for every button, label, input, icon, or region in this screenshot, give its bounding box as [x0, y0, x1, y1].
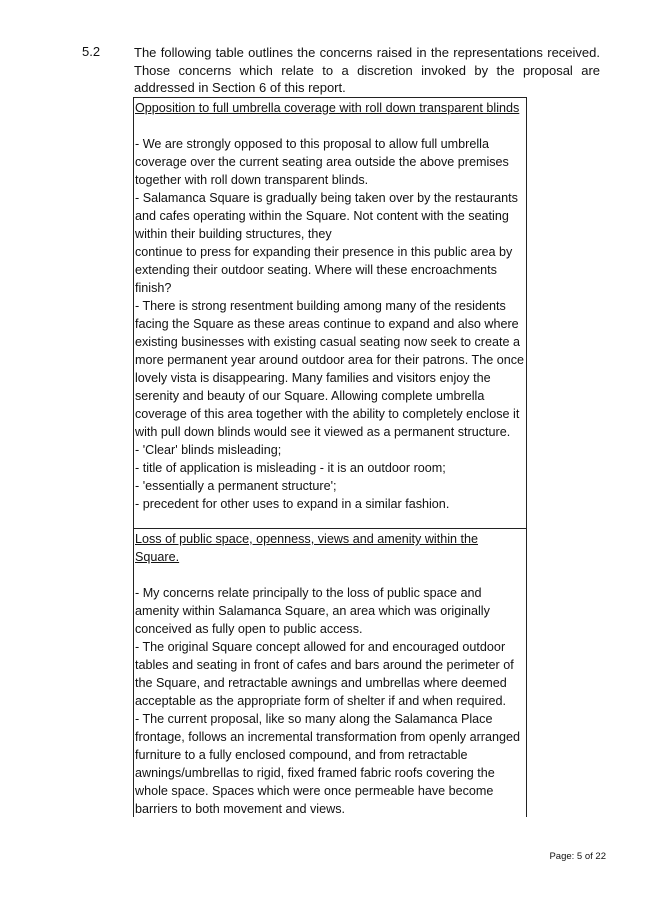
row-paragraph: - Salamanca Square is gradually being taken over by the restaurants and cafes operating within the Square. Not content with the seating within their building structures, they [135, 191, 518, 241]
table-row [134, 530, 526, 818]
section-number: 5.2 [82, 44, 101, 59]
row-paragraph: - 'essentially a permanent structure'; [135, 479, 337, 493]
page-number: Page: 5 of 22 [549, 851, 606, 862]
row-paragraph: - The original Square concept allowed for and encouraged outdoor tables and seating in front of cafes and bars around the perimeter of the Square, and retractable awnings and umbrellas where deemed acceptable as the appropriate form of shelter if and when required. [135, 640, 514, 708]
row-paragraph: - There is strong resentment building among many of the residents facing the Square as these areas continue to expand and also where existing businesses with existing casual seating now seek to create a more permanent year around outdoor area for their patrons. The once lovely vista is disappearing. Many families and visitors enjoy the serenity and beauty of our Square. Allowing complete umbrella coverage of this area together with the ability to completely enclose it with pull down blinds would see it viewed as a permanent structure. [135, 299, 525, 439]
row-paragraph: continue to press for expanding their presence in this public area by extending their outdoor seating. Where will these encroachments finish? [135, 245, 513, 295]
row-heading: Opposition to full umbrella coverage with roll down transparent blinds [135, 101, 520, 115]
row-paragraph: - My concerns relate principally to the loss of public space and amenity within Salamanca Square, an area which was originally conceived as fully open to public access. [135, 586, 490, 636]
row-heading: Loss of public space, openness, views and amenity within the Square. [135, 532, 479, 564]
row-paragraph: - 'Clear' blinds misleading; [135, 443, 282, 457]
section-intro: The following table outlines the concerns raised in the representations received. Those concerns which relate to a discretion invoked by the proposal are addressed in Section 6 of this report. [134, 45, 600, 95]
table-row [134, 99, 526, 529]
row-paragraph: - precedent for other uses to expand in a similar fashion. [135, 497, 450, 511]
row-paragraph: - We are strongly opposed to this proposal to allow full umbrella coverage over the current seating area outside the above premises together with roll down transparent blinds. [135, 137, 509, 187]
row-paragraph: - The current proposal, like so many along the Salamanca Place frontage, follows an incremental transformation from openly arranged furniture to a fully enclosed compound, and from retractable awnings/umbrellas to rigid, fixed framed fabric roofs covering the whole space. Spaces which were once permeable have become barriers to both movement and views. [135, 712, 521, 816]
row-paragraph: - title of application is misleading - it is an outdoor room; [135, 461, 446, 475]
concerns-table [133, 97, 527, 817]
